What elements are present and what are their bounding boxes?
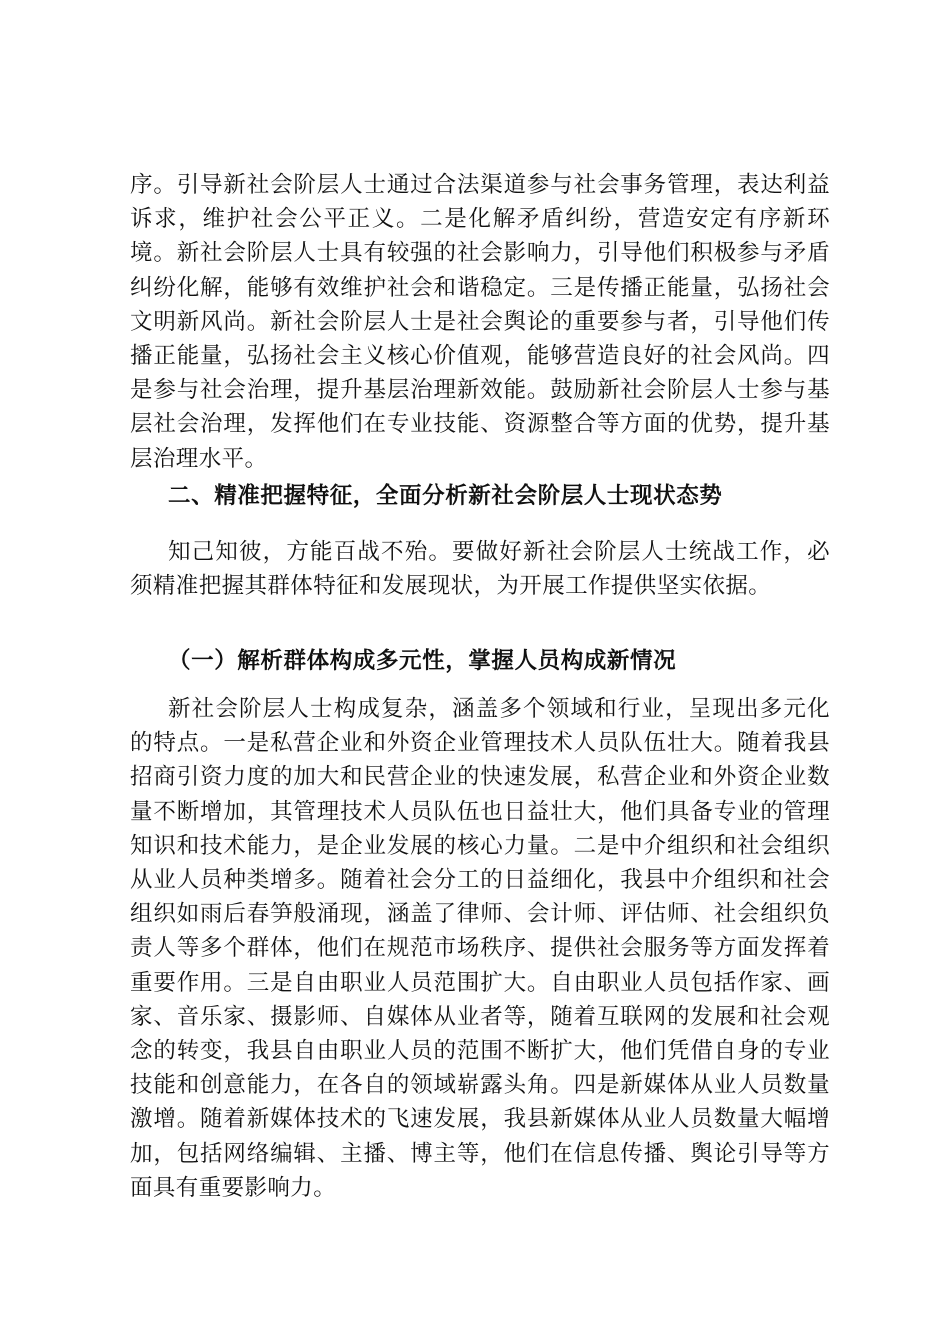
section-heading: 二、精准把握特征，全面分析新社会阶层人士现状态势 — [168, 483, 723, 509]
body-paragraph: 新社会阶层人士构成复杂，涵盖多个领域和行业，呈现出多元化的特点。一是私营企业和外资企业管理技术人员队伍壮大。随着我县招商引资力度的加大和民营企业的快速发展，私营企业和外资企业数量不断增加，其管理技术人员队伍也日益壮大，他们具备专业的管理知识和技术能力，是企业发展的核心力量。二是中介组织和社会组织从业人员种类增多。随着社会分工的日益细化，我县中介组织和社会组织如雨后春笋般涌现，涵盖了律师、会计师、评估师、社会组织负责人等多个群体，他们在规范市场秩序、提供社会服务等方面发挥着重要作用。三是自由职业人员范围扩大。自由职业人员包括作家、画家、音乐家、摄影师、自媒体从业者等，随着互联网的发展和社会观念的转变，我县自由职业人员的范围不断扩大，他们凭借自身的专业技能和创意能力，在各自的领域崭露头角。四是新媒体从业人员数量激增。随着新媒体技术的飞速发展，我县新媒体从业人员数量大幅增加，包括网络编辑、主播、博主等，他们在信息传播、舆论引导等方面具有重要影响力。 — [130, 696, 830, 1201]
body-paragraph: 知己知彼，方能百战不殆。要做好新社会阶层人士统战工作，必须精准把握其群体特征和发展现状，为开展工作提供坚实依据。 — [130, 539, 830, 600]
subsection-heading: （一）解析群体构成多元性，掌握人员构成新情况 — [168, 648, 677, 674]
body-paragraph: 序。引导新社会阶层人士通过合法渠道参与社会事务管理，表达利益诉求，维护社会公平正义。二是化解矛盾纠纷，营造安定有序新环境。新社会阶层人士具有较强的社会影响力，引导他们积极参与矛盾纠纷化解，能够有效维护社会和谐稳定。三是传播正能量，弘扬社会文明新风尚。新社会阶层人士是社会舆论的重要参与者，引导他们传播正能量，弘扬社会主义核心价值观，能够营造良好的社会风尚。四是参与社会治理，提升基层治理新效能。鼓励新社会阶层人士参与基层社会治理，发挥他们在专业技能、资源整合等方面的优势，提升基层治理水平。 — [130, 172, 830, 472]
